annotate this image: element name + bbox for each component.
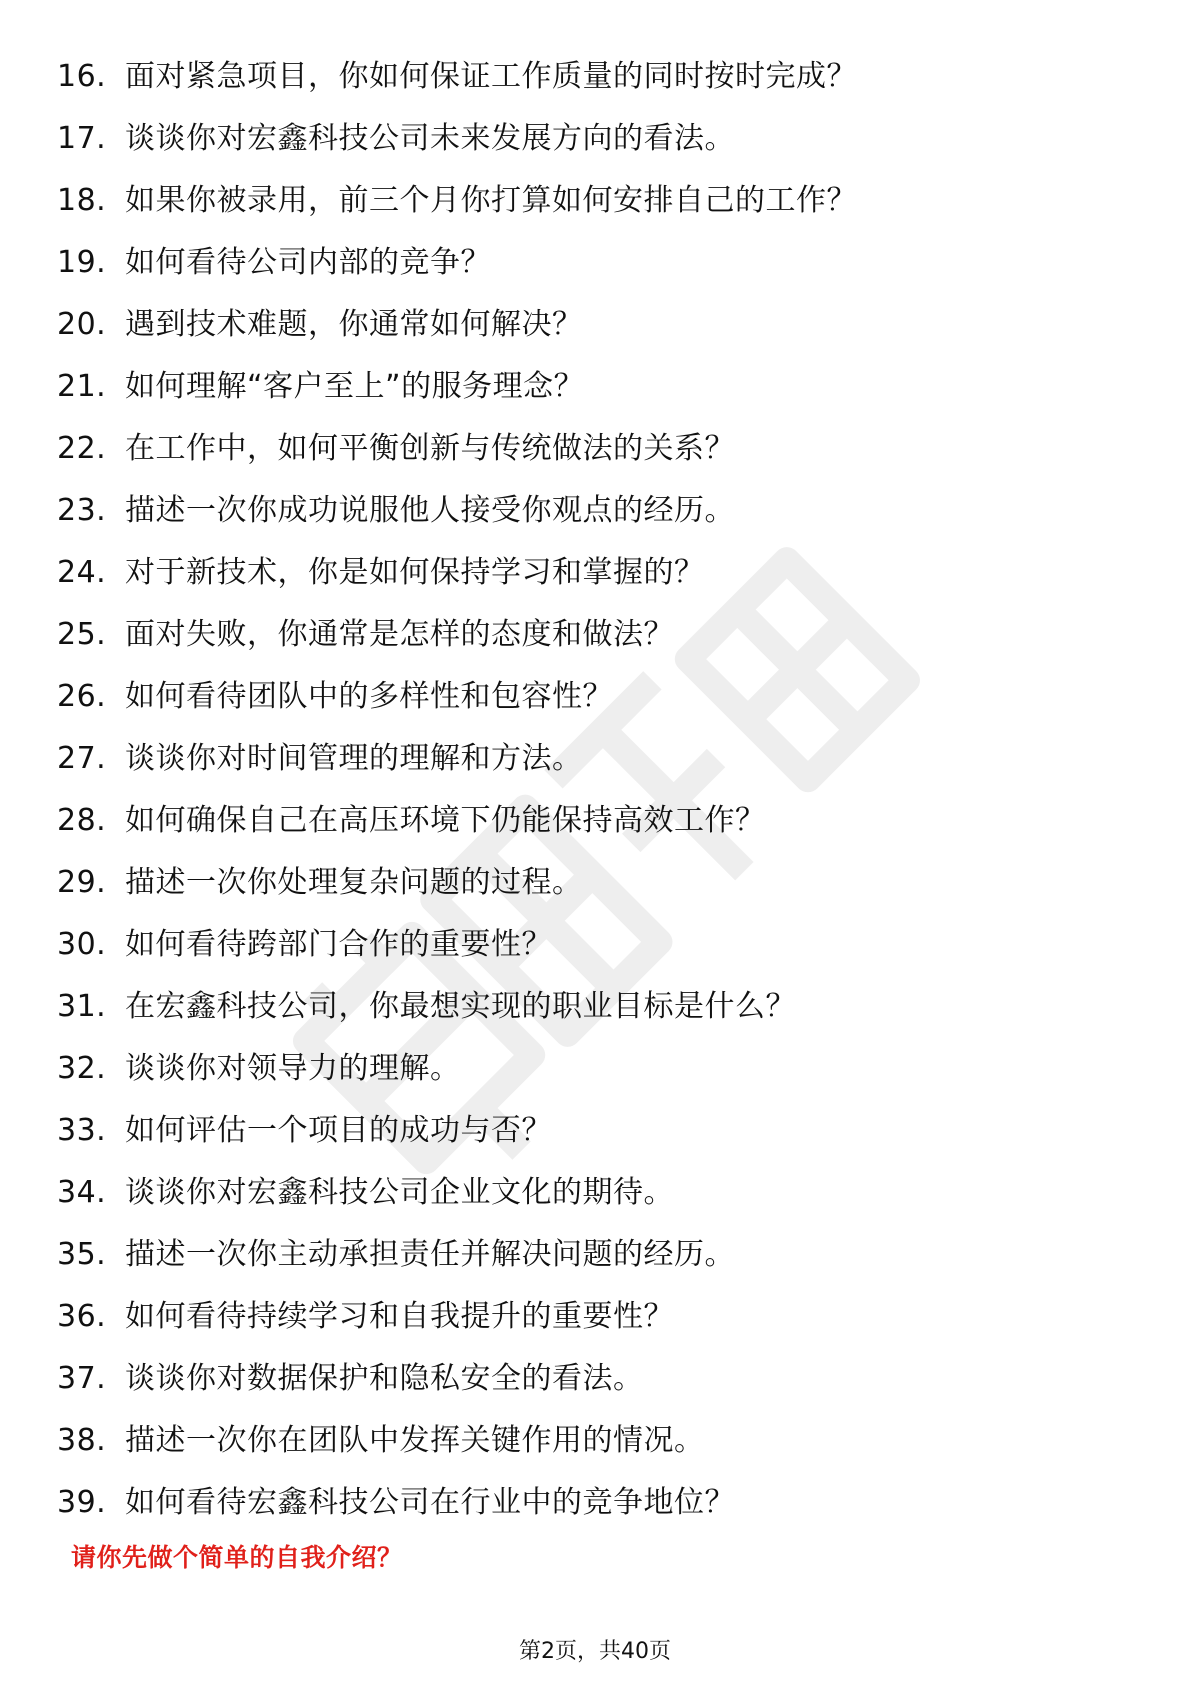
- question-number: 32.: [57, 1051, 107, 1086]
- question-item: [57, 418, 1137, 480]
- question-number: 22.: [57, 431, 107, 466]
- question-text: 谈谈你对领导力的理解。: [125, 1051, 461, 1086]
- question-text: 对于新技术，你是如何保持学习和掌握的？: [125, 555, 705, 590]
- question-item: [57, 1348, 1137, 1410]
- question-text: 面对紧急项目，你如何保证工作质量的同时按时完成？: [125, 59, 857, 94]
- question-number: 31.: [57, 989, 107, 1024]
- question-number: 16.: [57, 59, 107, 94]
- question-item: [57, 46, 1137, 108]
- question-number: 35.: [57, 1237, 107, 1272]
- page-number-footer: 第2页，共40页: [519, 1639, 671, 1664]
- question-item: [57, 480, 1137, 542]
- question-text: 在宏鑫科技公司，你最想实现的职业目标是什么？: [125, 989, 796, 1024]
- question-number: 19.: [57, 245, 107, 280]
- question-number: 17.: [57, 121, 107, 156]
- question-item: [57, 294, 1137, 356]
- question-item: [57, 1286, 1137, 1348]
- question-number: 27.: [57, 741, 107, 776]
- question-text: 如何看待宏鑫科技公司在行业中的竞争地位？: [125, 1485, 735, 1520]
- question-number: 26.: [57, 679, 107, 714]
- question-number: 36.: [57, 1299, 107, 1334]
- question-number: 34.: [57, 1175, 107, 1210]
- intro-question-heading: 请你先做个简单的自我介绍？: [71, 1543, 403, 1572]
- question-number: 39.: [57, 1485, 107, 1520]
- question-text: 谈谈你对时间管理的理解和方法。: [125, 741, 583, 776]
- question-number: 25.: [57, 617, 107, 652]
- question-number: 30.: [57, 927, 107, 962]
- question-text: 如何看待公司内部的竞争？: [125, 245, 491, 280]
- question-text: 如何看待团队中的多样性和包容性？: [125, 679, 613, 714]
- question-number: 18.: [57, 183, 107, 218]
- question-text: 谈谈你对宏鑫科技公司企业文化的期待。: [125, 1175, 674, 1210]
- question-item: [57, 542, 1137, 604]
- question-text: 描述一次你主动承担责任并解决问题的经历。: [125, 1237, 735, 1272]
- question-item: [57, 666, 1137, 728]
- question-number: 28.: [57, 803, 107, 838]
- question-number: 24.: [57, 555, 107, 590]
- question-number: 33.: [57, 1113, 107, 1148]
- question-number: 29.: [57, 865, 107, 900]
- question-number: 21.: [57, 369, 107, 404]
- question-text: 描述一次你成功说服他人接受你观点的经历。: [125, 493, 735, 528]
- question-item: [57, 1224, 1137, 1286]
- question-number: 38.: [57, 1423, 107, 1458]
- question-item: [57, 1410, 1137, 1472]
- question-item: [57, 728, 1137, 790]
- question-text: 遇到技术难题，你通常如何解决？: [125, 307, 583, 342]
- question-list: [57, 46, 1137, 1534]
- question-text: 如何看待持续学习和自我提升的重要性？: [125, 1299, 674, 1334]
- question-text: 如何评估一个项目的成功与否？: [125, 1113, 552, 1148]
- question-item: [57, 1472, 1137, 1534]
- question-text: 描述一次你处理复杂问题的过程。: [125, 865, 583, 900]
- question-item: [57, 914, 1137, 976]
- question-item: [57, 1038, 1137, 1100]
- question-item: [57, 976, 1137, 1038]
- question-item: [57, 604, 1137, 666]
- question-item: [57, 232, 1137, 294]
- question-text: 面对失败，你通常是怎样的态度和做法？: [125, 617, 674, 652]
- question-text: 如何理解“客户至上”的服务理念？: [125, 369, 585, 404]
- question-text: 谈谈你对宏鑫科技公司未来发展方向的看法。: [125, 121, 735, 156]
- question-text: 如果你被录用，前三个月你打算如何安排自己的工作？: [125, 183, 857, 218]
- question-text: 在工作中，如何平衡创新与传统做法的关系？: [125, 431, 735, 466]
- question-item: [57, 108, 1137, 170]
- question-text: 如何确保自己在高压环境下仍能保持高效工作？: [125, 803, 766, 838]
- question-item: [57, 1100, 1137, 1162]
- question-text: 描述一次你在团队中发挥关键作用的情况。: [125, 1423, 705, 1458]
- question-number: 20.: [57, 307, 107, 342]
- question-item: [57, 356, 1137, 418]
- question-text: 如何看待跨部门合作的重要性？: [125, 927, 552, 962]
- question-item: [57, 170, 1137, 232]
- question-number: 23.: [57, 493, 107, 528]
- question-item: [57, 852, 1137, 914]
- question-number: 37.: [57, 1361, 107, 1396]
- question-text: 谈谈你对数据保护和隐私安全的看法。: [125, 1361, 644, 1396]
- question-item: [57, 1162, 1137, 1224]
- question-item: [57, 790, 1137, 852]
